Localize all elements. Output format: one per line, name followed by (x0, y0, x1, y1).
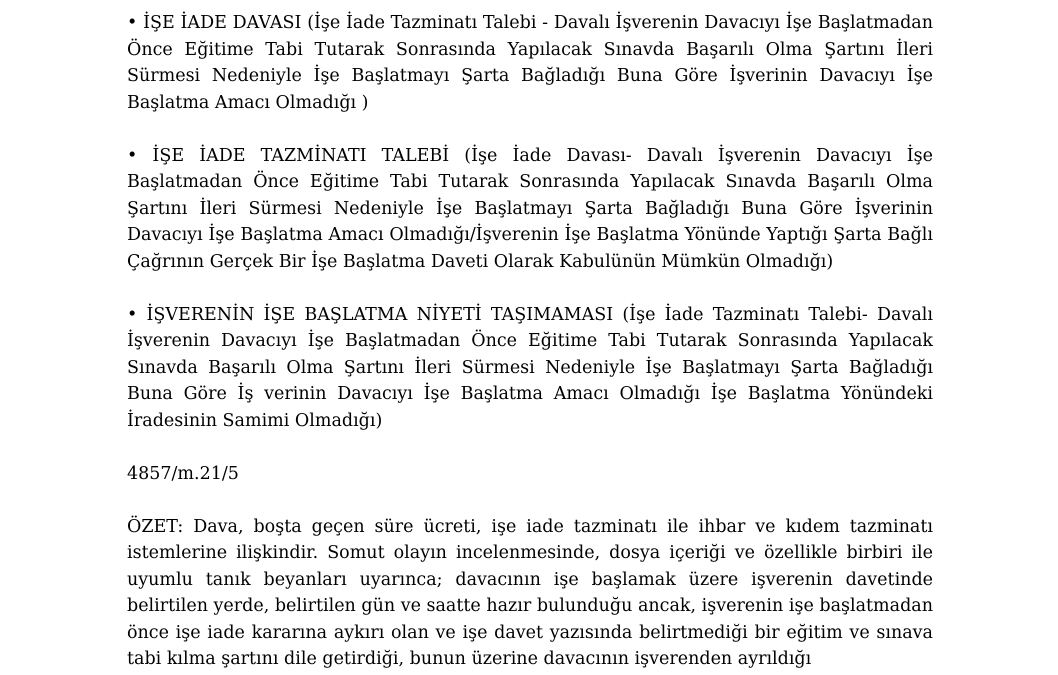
bullet-icon: • (127, 145, 138, 166)
summary-text: Dava, boşta geçen süre ücreti, işe iade tazminatı ile ihbar ve kıdem tazminatı istemlerine ilişkindir. Somut olayın incelenmesinde, dosya içeriği ve özellikle birbiri ile uyumlu tanık beyanları uyarınca; davacının işe başlamak üzere işverenin davetinde belirtilen yerde, belirtilen gün ve saatte hazır bulunduğu ancak, işverenin işe başlatmadan önce işe iade kararına aykırı olan ve işe davet yazısında belirtmediği bir eğitim ve sınava tabi kılma şartını dile getirdiği, bunun üzerine davacının işverenden ayrıldığı (127, 516, 933, 669)
section-isverenin-ise-baslatma-niyeti (127, 302, 933, 435)
section-detail: (İşe İade Tazminatı Talebi - Davalı İşverenin Davacıyı İşe Başlatmadan Önce Eğitime Tabi Tutarak Sonrasında Yapılacak Sınavda Başarılı Olma Şartını İleri Sürmesi Nedeniyle İşe Başlatmayı Şarta Bağladığı Buna Göre İşverinin Davacıyı İşe Başlatma Amacı Olmadığı ) (127, 13, 933, 113)
section-heading: İŞVERENİN İŞE BAŞLATMA NİYETİ TAŞIMAMASI (146, 304, 614, 325)
summary-paragraph (127, 514, 933, 673)
section-ise-iade-tazminati-talebi (127, 143, 933, 276)
bullet-icon: • (127, 13, 138, 33)
section-detail: (İşe İade Tazminatı Talebi- Davalı İşverenin Davacıyı İşe Başlatmadan Önce Eğitime Tabi Tutarak Sonrasında Yapılacak Sınavda Başarılı Olma Şartını İleri Sürmesi Nedeniyle İşe Başlatmayı Şarta Bağladığı Buna Göre İş verinin Davacıyı İşe Başlatma Amacı Olmadığı İşe Başlatma Yönündeki İradesinin Samimi Olmadığı) (127, 304, 933, 431)
section-heading: İŞE İADE DAVASI (143, 13, 302, 33)
section-ise-iade-davasi (127, 10, 933, 116)
summary-label: ÖZET: (127, 516, 184, 537)
bullet-icon: • (127, 304, 138, 325)
law-reference: 4857/m.21/5 (127, 463, 239, 484)
section-detail: (İşe İade Davası- Davalı İşverenin Davacıyı İşe Başlatmadan Önce Eğitime Tabi Tutarak Sonrasında Yapılacak Sınavda Başarılı Olma Şartını İleri Sürmesi Nedeniyle İşe Başlatmayı Şarta Bağladığı Buna Göre İşverinin Davacıyı İşe Başlatma Amacı Olmadığı/İşverenin İşe Başlatma Yönünde Yaptığı Şarta Bağlı Çağrının Gerçek Bir İşe Başlatma Daveti Olarak Kabulünün Mümkün Olmadığı) (127, 145, 933, 272)
section-heading: İŞE İADE TAZMİNATI TALEBİ (152, 145, 450, 166)
document-page (127, 10, 933, 673)
